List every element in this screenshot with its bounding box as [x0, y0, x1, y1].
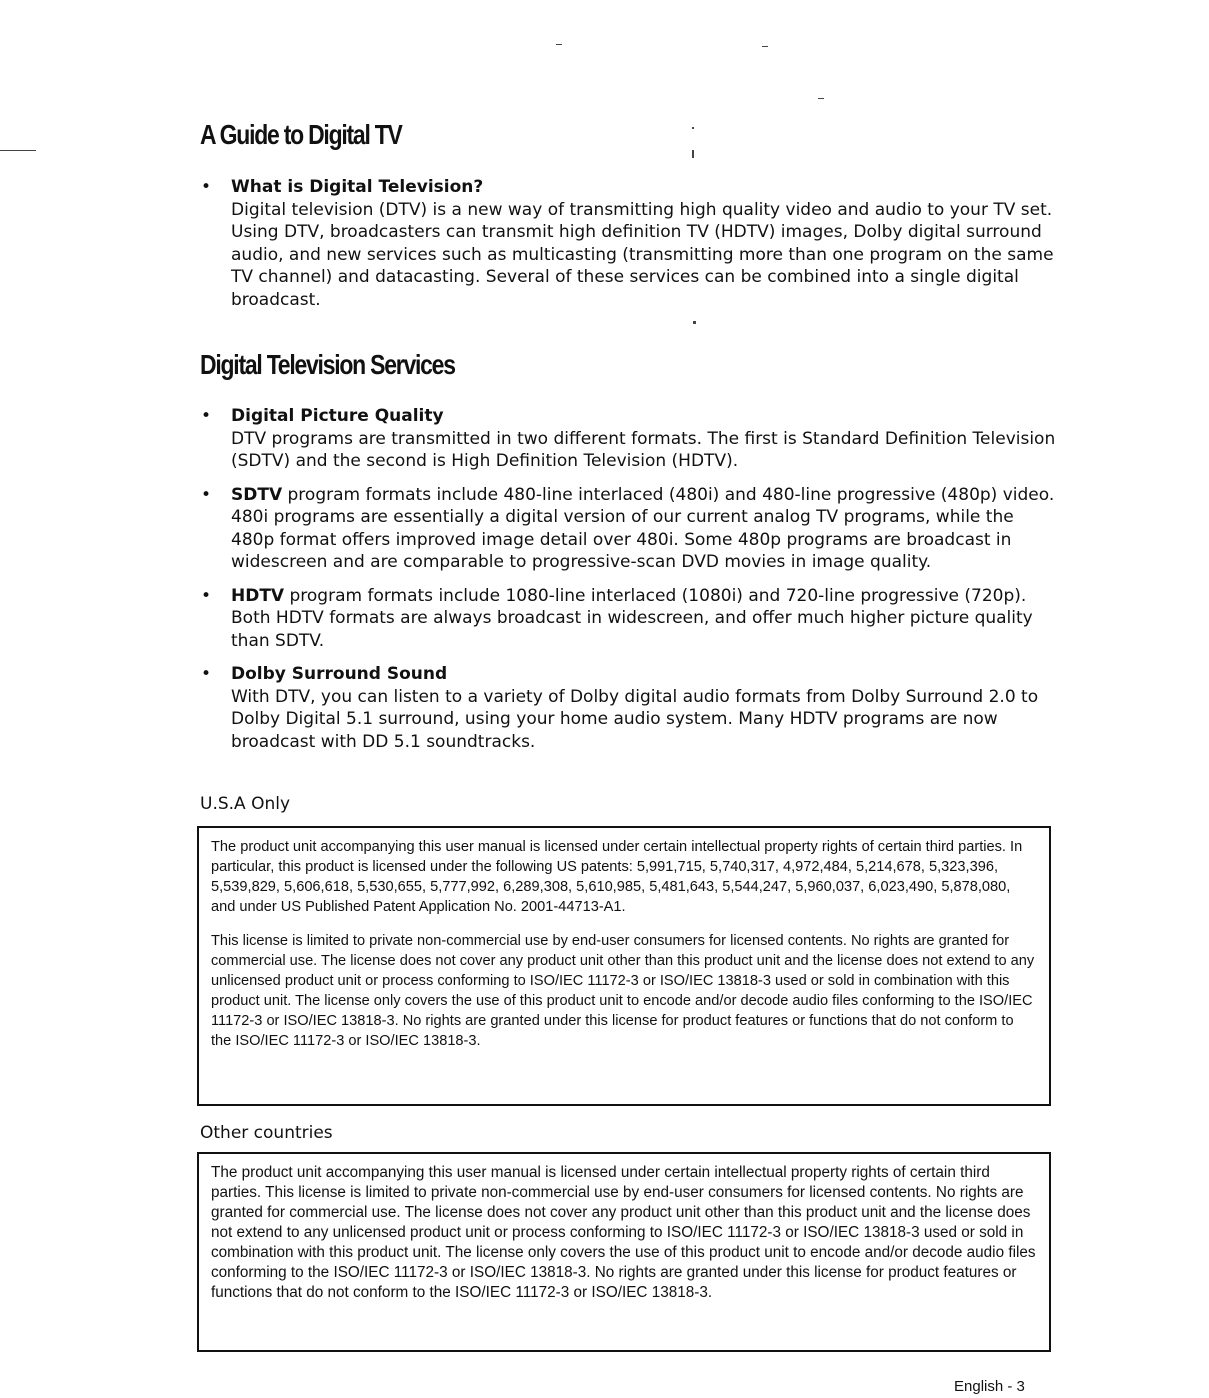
usa-license-paragraph: This license is limited to private non-commercial use by end-user consumers for licensed contents. No rights are granted for commercial use. The license does not cover any product unit other than this product unit and the license does not extend to any unlicensed product unit or process conforming to ISO/IEC 11172-3 or ISO/IEC 13818-3 used or sold in combination with this product unit. The license only covers the use of this product unit to encode and/or decode audio files conforming to the ISO/IEC 11172-3 or ISO/IEC 13818-3. No rights are granted under this license for product features or functions that do not conform to the ISO/IEC 11172-3 or ISO/IEC 13818-3.: [211, 933, 1035, 1049]
item-title: Digital Picture Quality: [231, 406, 444, 426]
list-item: [200, 484, 1060, 574]
services-list: [200, 405, 1060, 753]
section-title-services: Digital Television Services: [200, 349, 455, 380]
bullet-icon: •: [201, 664, 212, 684]
scan-speck: [556, 44, 562, 45]
scan-speck: [692, 127, 694, 129]
item-lead-term: SDTV: [231, 484, 283, 505]
item-body: DTV programs are transmitted in two different formats. The first is Standard Definition Television (SDTV) and the second is High Definition Television (HDTV).: [231, 428, 1056, 471]
list-item: [200, 585, 1060, 653]
other-countries-label: Other countries: [200, 1123, 333, 1143]
list-item: [200, 405, 1060, 473]
bullet-icon: •: [201, 406, 212, 426]
usa-license-box: [197, 826, 1051, 1106]
section-title-guide: A Guide to Digital TV: [200, 119, 402, 150]
scan-speck: [693, 321, 696, 324]
other-license-paragraph: The product unit accompanying this user manual is licensed under certain intellectual property rights of certain third parties. This license is limited to private non-commercial use by end-user consumers for licensed contents. No rights are granted for commercial use. The license does not cover any product unit other than this product unit and the license does not extend to any unlicensed product unit or process conforming to ISO/IEC 11172-3 or ISO/IEC 13818-3 used or sold in combination with this product unit. The license only covers the use of this product unit to encode and/or decode audio files conforming to the ISO/IEC 11172-3 or ISO/IEC 13818-3. No rights are granted under this license for product features or functions that do not conform to the ISO/IEC 11172-3 or ISO/IEC 13818-3.: [211, 1164, 1036, 1301]
item-lead-term: HDTV: [231, 585, 285, 606]
other-license-box: [197, 1152, 1051, 1352]
item-body: With DTV, you can listen to a variety of Dolby digital audio formats from Dolby Surround 2.0 to Dolby Digital 5.1 surround, using your home audio system. Many HDTV programs are now broadcast with DD 5.1 soundtracks.: [231, 686, 1039, 752]
bullet-icon: •: [201, 484, 212, 505]
item-body: program formats include 480-line interlaced (480i) and 480-line progressive (480p) video. 480i programs are essentially a digital version of our current analog TV programs, while the 480p format offers improved image detail over 480i. Some 480p programs are broadcast in widescreen and are comparable to progressive-scan DVD movies in image quality.: [231, 484, 1055, 572]
bullet-icon: •: [201, 177, 212, 197]
scan-speck: [0, 150, 36, 151]
item-body: Digital television (DTV) is a new way of transmitting high quality video and audio to your TV set. Using DTV, broadcasters can transmit high definition TV (HDTV) images, Dolby digital surround audio, and new services such as multicasting (transmitting more than one program on the same TV channel) and datacasting. Several of these services can be combined into a single digital broadcast.: [231, 199, 1054, 310]
page-number: English - 3: [954, 1378, 1025, 1395]
item-title: What is Digital Television?: [231, 177, 484, 197]
item-title: Dolby Surround Sound: [231, 664, 448, 684]
scan-speck: [692, 150, 694, 158]
item-body: program formats include 1080-line interlaced (1080i) and 720-line progressive (720p). Both HDTV formats are always broadcast in widescreen, and offer much higher picture quality than SDTV.: [231, 585, 1033, 651]
usa-license-paragraph: The product unit accompanying this user manual is licensed under certain intellectual property rights of certain third parties. In particular, this product is licensed under the following US patents: 5,991,715, 5,740,317, 4,972,484, 5,214,678, 5,323,396, 5,539,829, 5,606,618, 5,530,655, 5,777,992, 6,289,308, 5,610,985, 5,481,643, 5,544,247, 5,960,037, 6,023,490, 5,878,080, and under US Published Patent Application No. 2001-44713-A1.: [211, 839, 1023, 915]
list-item: [200, 663, 1060, 753]
list-item: [200, 176, 1060, 311]
scan-speck: [818, 98, 824, 99]
guide-list: [200, 176, 1060, 311]
scan-speck: [762, 46, 768, 47]
usa-only-label: U.S.A Only: [200, 794, 291, 814]
bullet-icon: •: [201, 585, 212, 606]
